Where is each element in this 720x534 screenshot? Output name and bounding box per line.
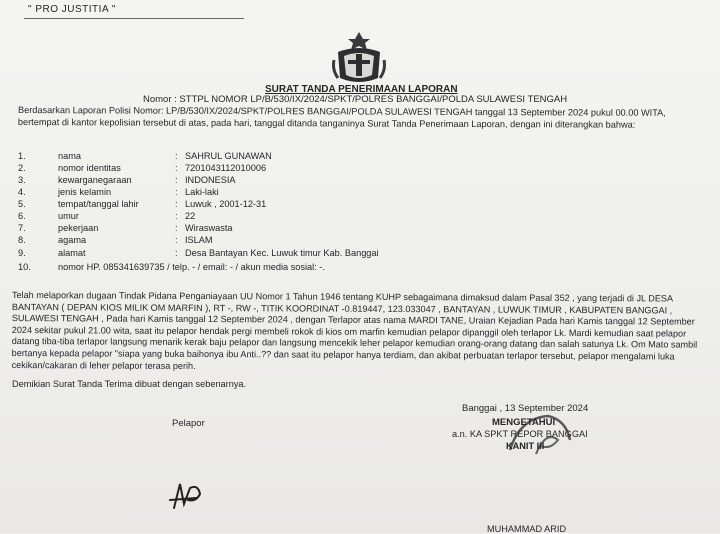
row-number: 2. xyxy=(18,163,26,173)
intro-paragraph: Berdasarkan Laporan Polisi Nomor: LP/B/530/IX/2024/SPKT/POLRES BANGGAI/POLDA SULAWESI TENGAH tanggal 13 September 2024 pukul 00.00 WITA, bertempat di kantor kepolisian tersebut di atas, pada hari, tanggal ditanda tanganinya Surat Tanda Penerimaan Laporan, dengan ini diterangkan bahwa: xyxy=(17,104,666,130)
place-and-date: Banggai , 13 September 2024 xyxy=(462,403,589,414)
row-value: 22 xyxy=(185,211,196,221)
row-number: 9. xyxy=(18,248,26,258)
row-number: 10. xyxy=(18,262,31,272)
identity-row xyxy=(18,175,698,187)
row-label: pekerjaan xyxy=(58,223,99,233)
row-number: 5. xyxy=(18,199,26,209)
report-body-paragraph: Telah melaporkan dugaan Tindak Pidana Penganiayaan UU Nomor 1 Tahun 1946 tentang KUHP sebagaimana dimaksud dalam Pasal 352 , yang terjadi di JL DESA BANTAYAN ( DEPAN KIOS MILIK OM MARFIN ), RT -, RW -, TITIK KOORDINAT -0.819447, 123.033047 , BANTAYAN , LUWUK TIMUR , KABUPATEN BANGGAI , SULAWESI TENGAH , Pada hari Kamis tanggal 12 September 2024 , dengan Terlapor atas nama MARDI TANE, Uraian Kejadian Pada hari Kamis tanggal 12 September 2024 sekitar pukul 21.00 wita, saat itu pelapor hendak pergi membeli rokok di kios om marfin kemudian pelapor dipanggil oleh terlapor Lk. Mardi kemudian saat pelapor datang tiba-tiba terlapor langsung menarik kerak baju pelapor dan langsung mencekik leher pelapor kemudian orang-orang datang dan salah satunya Lk. Om Mato sambil bertanya kepada pelapor "siapa yang buka baihonya ibu Anti..?? dan saat itu pelapor hanya terdiam, dan akibat perbuatan terlapor tersebut, pelapor mengalami luka cekikan/cakaran di leher pelapor terasa perih. xyxy=(11,290,698,371)
row-separator: : xyxy=(175,175,178,185)
row-value: SAHRUL GUNAWAN xyxy=(185,151,272,161)
row-label: umur xyxy=(58,211,79,221)
row-label: kewarganegaraan xyxy=(58,175,132,185)
row-number: 3. xyxy=(18,175,26,185)
row-separator: : xyxy=(175,151,178,161)
pro-justitia-label: " PRO JUSTITIA " xyxy=(28,4,116,15)
reporter-label: Pelapor xyxy=(172,418,205,429)
officer-name: MUHAMMAD ARID xyxy=(487,524,567,534)
document-title: SURAT TANDA PENERIMAAN LAPORAN xyxy=(265,84,458,95)
identity-row xyxy=(18,223,698,235)
on-behalf-label: a.n. KA SPKT REPOR BANGGAI xyxy=(452,429,588,439)
row-label: nomor HP. 085341639735 / telp. - / email: - / akun media sosial: -. xyxy=(58,262,325,272)
row-number: 4. xyxy=(18,187,26,197)
row-value: ISLAM xyxy=(185,235,213,245)
identity-row xyxy=(18,248,698,260)
document-number: Nomor : STTPL NOMOR LP/B/530/IX/2024/SPKT/POLRES BANGGAI/POLDA SULAWESI TENGAH xyxy=(143,94,568,105)
row-separator: : xyxy=(175,248,178,258)
row-number: 8. xyxy=(18,235,26,245)
row-value: INDONESIA xyxy=(185,175,236,185)
row-value: 7201043112010006 xyxy=(185,163,267,173)
row-number: 1. xyxy=(18,151,26,161)
identity-row xyxy=(18,211,698,223)
row-value: Desa Bantayan Kec. Luwuk timur Kab. Banggai xyxy=(185,248,379,258)
closing-statement: Demikian Surat Tanda Terima dibuat dengan sebenarnya. xyxy=(12,379,247,389)
official-stamp xyxy=(500,410,580,460)
identity-row xyxy=(18,187,698,199)
row-separator: : xyxy=(175,187,178,197)
unit-head-label: KANIT III xyxy=(506,441,545,451)
row-value: Wiraswasta xyxy=(185,223,233,233)
row-separator: : xyxy=(175,223,178,233)
row-separator: : xyxy=(175,199,178,209)
pro-justitia-rule xyxy=(24,18,244,19)
row-label: agama xyxy=(58,235,87,245)
row-separator: : xyxy=(175,235,178,245)
identity-row xyxy=(18,262,698,274)
row-number: 7. xyxy=(18,223,26,233)
identity-row xyxy=(18,199,698,211)
row-value: Laki-laki xyxy=(185,187,219,197)
row-label: nomor identitas xyxy=(58,163,121,173)
row-number: 6. xyxy=(18,211,26,221)
police-emblem-icon xyxy=(330,30,388,86)
row-separator: : xyxy=(175,163,178,173)
identity-row xyxy=(18,163,698,175)
reporter-signature xyxy=(160,478,220,518)
identity-row xyxy=(18,151,698,163)
row-label: jenis kelamin xyxy=(58,187,112,197)
acknowledged-label: MENGETAHUI xyxy=(492,417,556,428)
row-label: alamat xyxy=(58,248,86,258)
row-separator: : xyxy=(175,211,178,221)
row-label: nama xyxy=(58,151,81,161)
row-value: Luwuk , 2001-12-31 xyxy=(185,199,267,209)
identity-row xyxy=(18,235,698,247)
row-label: tempat/tanggal lahir xyxy=(58,199,139,209)
